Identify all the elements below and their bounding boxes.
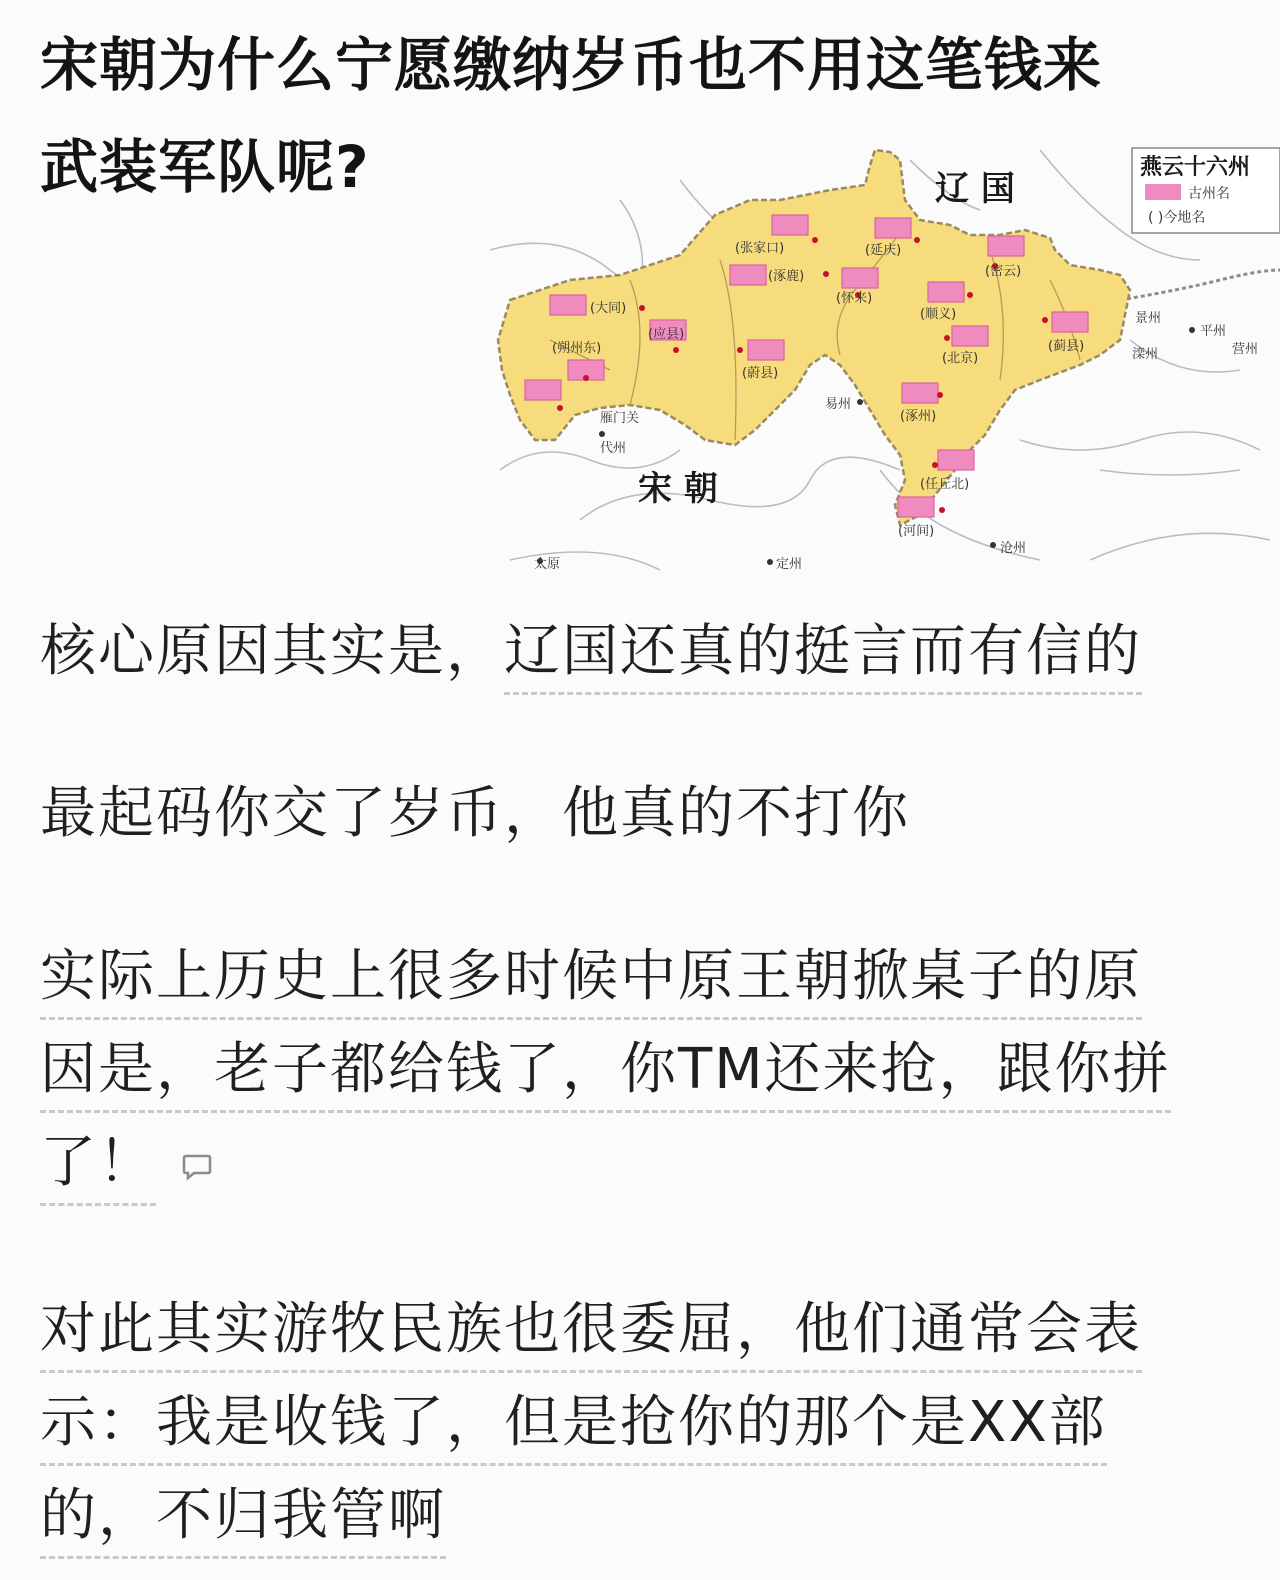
highlighted-phrase[interactable]: 辽国还真的挺言而有信的 [504,619,1142,695]
svg-text:营州: 营州 [1232,342,1259,357]
answer-paragraph-4-line-1 [40,1298,1142,1362]
svg-text:雁门关: 雁门关 [600,411,640,426]
svg-text:(顺义): (顺义) [920,307,957,322]
svg-text:(河间): (河间) [898,524,935,539]
map-label-song: 宋 朝 [638,469,718,509]
svg-text:(北京): (北京) [942,351,979,366]
map-legend-title: 燕云十六州 [1140,155,1251,180]
highlighted-phrase[interactable]: 示：我是收钱了，但是抢你的那个是XX部 [40,1390,1107,1466]
svg-text:(怀来): (怀来) [836,291,873,306]
svg-text:(任丘北): (任丘北) [920,477,970,492]
svg-text:(密云): (密云) [985,264,1022,279]
map-label-liao: 辽 国 [935,169,1015,209]
svg-text:滦州: 滦州 [1132,347,1159,362]
svg-text:景州: 景州 [1135,311,1162,326]
answer-paragraph-4-line-2 [40,1391,1107,1455]
highlighted-phrase[interactable]: 了！ [40,1130,156,1206]
post-title-line-2: 武装军队呢? [40,133,370,201]
answer-paragraph-4-line-3 [40,1484,446,1548]
map-legend-modern: ( )今地名 [1148,210,1206,226]
svg-text:(涿鹿): (涿鹿) [768,269,805,284]
map-legend [1132,148,1280,233]
highlighted-phrase[interactable]: 对此其实游牧民族也很委屈，他们通常会表 [40,1297,1142,1373]
svg-text:太原: 太原 [534,557,561,572]
answer-paragraph-3-line-1 [40,945,1142,1009]
highlighted-phrase[interactable]: 因是，老子都给钱了，你TM还来抢，跟你拼 [40,1037,1171,1113]
comment-icon[interactable] [182,1151,212,1181]
svg-text:代州: 代州 [600,441,627,456]
svg-text:(大同): (大同) [590,301,627,316]
svg-text:沧州: 沧州 [1000,541,1027,556]
answer-paragraph-2: 最起码你交了岁币，他真的不打你 [40,781,910,846]
svg-text:易州: 易州 [825,397,852,412]
svg-text:(张家口): (张家口) [735,241,785,256]
highlighted-phrase[interactable]: 的，不归我管啊 [40,1483,446,1559]
svg-text:(延庆): (延庆) [865,243,902,258]
answer-text: 核心原因其实是， [40,619,504,684]
map-legend-ancient: 古州名 [1188,186,1230,202]
svg-text:定州: 定州 [776,557,803,572]
svg-text:(应县): (应县) [648,327,685,342]
post-title-line-1: 宋朝为什么宁愿缴纳岁币也不用这笔钱来 [40,31,1103,99]
answer-paragraph-1 [40,620,1142,684]
svg-text:平州: 平州 [1200,324,1227,339]
yanyun-map-image [480,140,1280,585]
highlighted-phrase[interactable]: 实际上历史上很多时候中原王朝掀桌子的原 [40,944,1142,1020]
answer-paragraph-3-line-2 [40,1038,1171,1102]
svg-text:(蓟县): (蓟县) [1048,339,1085,354]
svg-text:(朔州东): (朔州东) [552,341,602,356]
answer-paragraph-3-line-3 [40,1131,212,1195]
svg-text:(涿州): (涿州) [900,409,937,424]
svg-text:(蔚县): (蔚县) [742,366,779,381]
